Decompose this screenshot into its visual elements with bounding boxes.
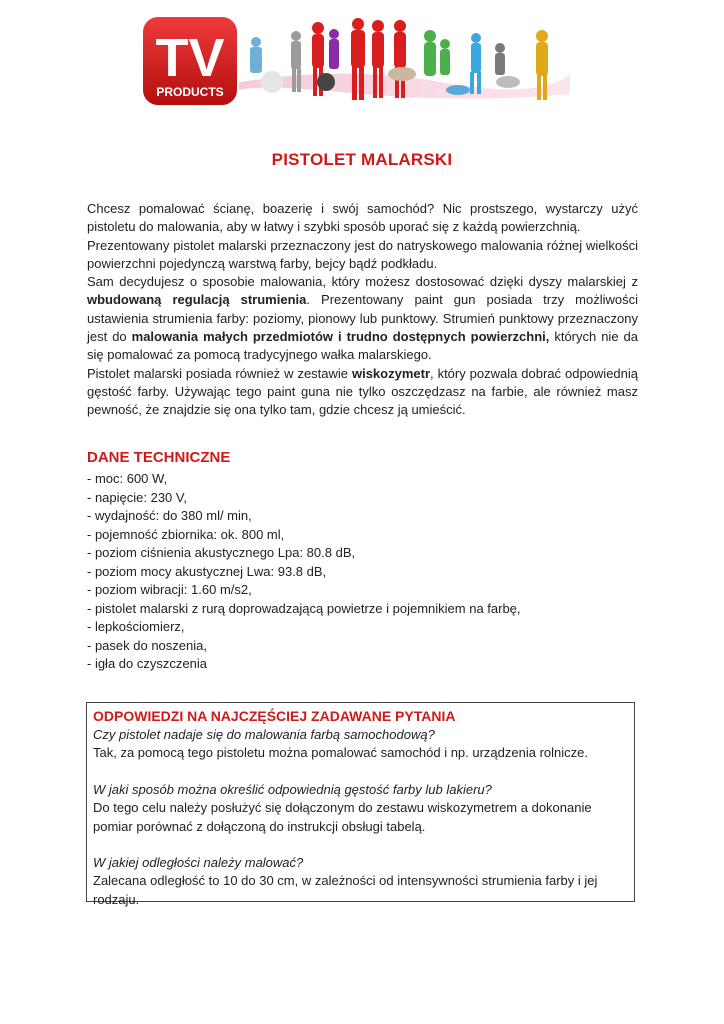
- spec-item: - pojemność zbiornika: ok. 800 ml,: [87, 526, 285, 542]
- spec-item: - pasek do noszenia,: [87, 637, 207, 653]
- intro-paragraph: [87, 273, 638, 364]
- intro-text: [87, 200, 638, 420]
- page-title: PISTOLET MALARSKI: [271, 150, 453, 169]
- people-silhouettes-image: [140, 14, 570, 112]
- faq-question: Czy pistolet nadaje się do malowania farbą samochodową?: [93, 727, 435, 742]
- intro-paragraph: [87, 200, 638, 237]
- bold-phrase: wiskozymetr: [351, 365, 431, 381]
- bold-phrase: malowania małych przedmiotów i trudno dostępnych powierzchni,: [131, 329, 550, 345]
- faq-answer: Tak, za pomocą tego pistoletu można pomalować samochód i np. urządzenia rolnicze.: [93, 745, 588, 761]
- faq-answer: Zalecana odległość to 10 do 30 cm, w zależności od intensywności strumienia farby i jej rodzaju.: [93, 873, 598, 907]
- faq-answer: Do tego celu należy posłużyć się dołączonym do zestawu wiskozymetrem a dokonanie pomiar porównać z dołączoną do instrukcji obsługi tabelą.: [93, 800, 592, 834]
- text-run: Pistolet malarski posiada również w zestawie: [87, 365, 352, 381]
- spec-item: - lepkościomierz,: [87, 619, 185, 634]
- bold-phrase: wbudowaną regulacją strumienia: [87, 292, 307, 308]
- spec-item: - wydajność: do 380 ml/ min,: [87, 508, 252, 523]
- faq-box: [86, 702, 635, 907]
- specs-heading: DANE TECHNICZNE: [87, 449, 231, 466]
- intro-paragraph: [87, 237, 638, 274]
- text-run: . Prezentowany paint gun posiada trzy możliwości ustawienia strumienia farby: poziomy, pionowy lub punktowy. Strumień punktowy przeznaczony jest do: [87, 292, 638, 345]
- text-run: Sam decydujesz o sposobie malowania, który możesz dostosować dzięki dyszy malarskiej z: [87, 274, 638, 290]
- spec-item: - poziom ciśnienia akustycznego Lpa: 80.8 dB,: [87, 545, 356, 560]
- spec-item: - napięcie: 230 V,: [87, 489, 187, 505]
- text-run: których nie da się pomalować za pomocą tradycyjnego wałka malarskiego.: [87, 329, 638, 363]
- faq-question: W jaki sposób można określić odpowiednią gęstość farby lub lakieru?: [93, 781, 492, 797]
- logo-products-text: PRODUCTS: [156, 85, 224, 99]
- faq-question: W jakiej odległości należy malować?: [93, 855, 304, 871]
- text-run: Chcesz pomalować ścianę, boazerię i swój samochód? Nic prostszego, wystarczy użyć pistoletu do malowania, aby w łatwy i szybki sposób uporać się z każdą powierzchnią.: [87, 201, 638, 235]
- faq-heading: ODPOWIEDZI NA NAJCZĘŚCIEJ ZADAWANE PYTANIA: [93, 708, 456, 724]
- text-run: , który pozwala dobrać odpowiednią gęstość farby. Używając tego paint guna nie tylko oszczędzasz na farbie, ale również masz pewność, że znajdzie się ona tylko tam, gdzie chcesz ją umieścić.: [87, 365, 639, 418]
- spec-item: - poziom wibracji: 1.60 m/s2,: [87, 582, 252, 597]
- specs-list: [87, 470, 521, 674]
- spec-item: - poziom mocy akustycznej Lwa: 93.8 dB,: [87, 563, 327, 579]
- text-run: Prezentowany pistolet malarski przeznaczony jest do natryskowego malowania różnej wielkości powierzchni pojedynczą warstwą farby, bejcy bądź podkładu.: [87, 237, 638, 271]
- spec-item: - pistolet malarski z rurą doprowadzającą powietrze i pojemnikiem na farbę,: [87, 600, 521, 616]
- intro-paragraph: [87, 365, 638, 420]
- spec-item: - moc: 600 W,: [87, 471, 168, 486]
- logo-tv-text: TV: [155, 28, 225, 88]
- spec-item: - igła do czyszczenia: [87, 656, 207, 671]
- header-banner: [140, 14, 570, 112]
